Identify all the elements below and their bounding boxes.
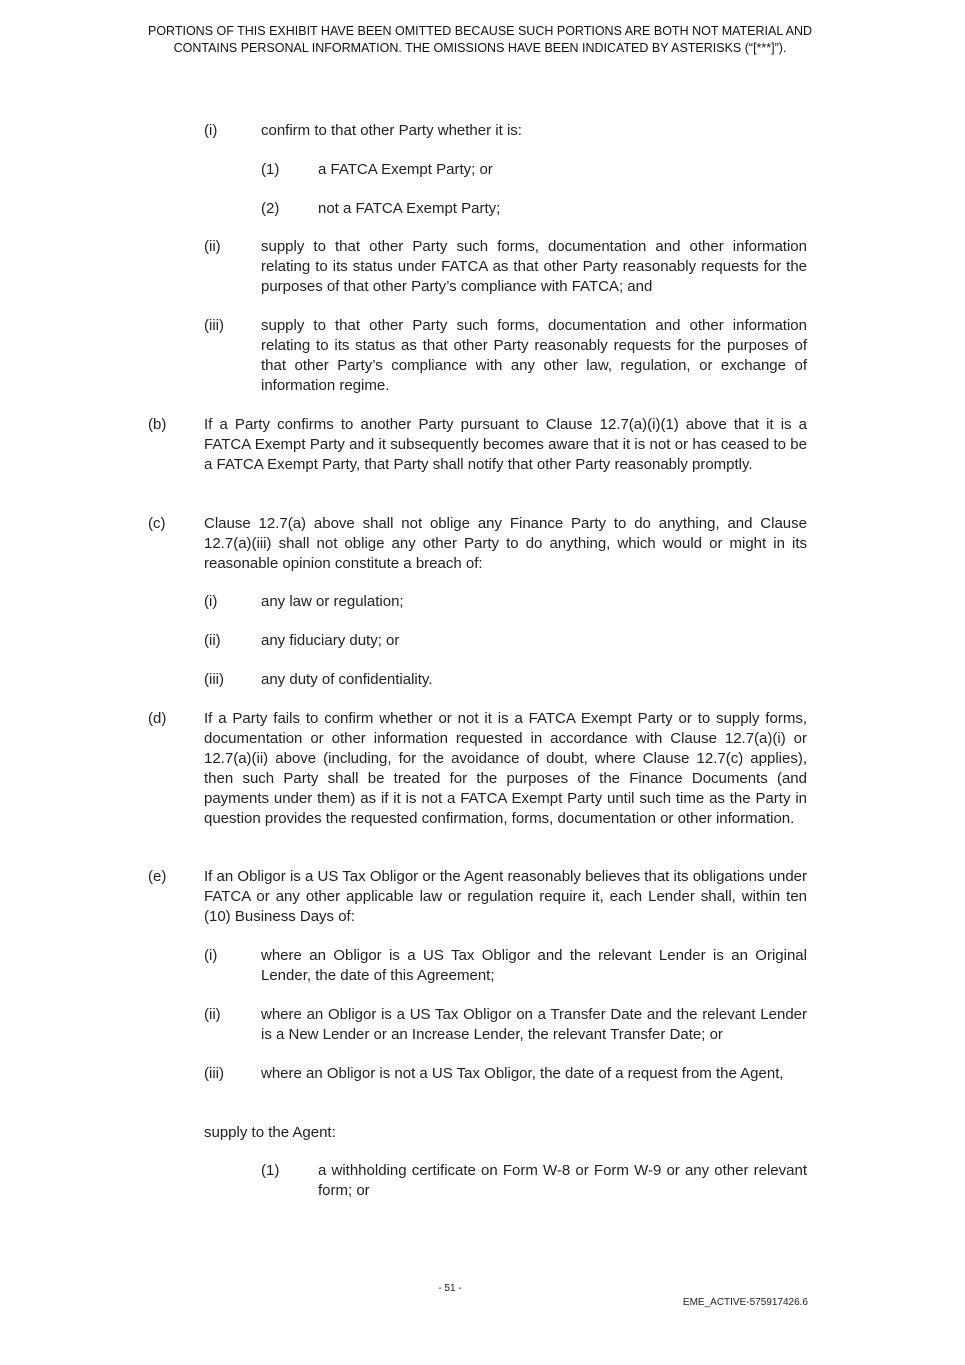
clause-text: where an Obligor is not a US Tax Obligor, the date of a request from the Agent, — [261, 1065, 784, 1082]
clause-label: (1) — [261, 161, 280, 178]
clause-label: (e) — [148, 868, 167, 885]
notice-line-2: CONTAINS PERSONAL INFORMATION. THE OMISSIONS HAVE BEEN INDICATED BY ASTERISKS (“[***]”). — [173, 41, 787, 55]
clause-text: where an Obligor is a US Tax Obligor and the relevant Lender is an Original Lender, the date of this Agreement; — [261, 947, 807, 984]
clause-text: any fiduciary duty; or — [261, 632, 400, 649]
clause-text: If an Obligor is a US Tax Obligor or the Agent reasonably believes that its obligations under FATCA or any other applicable law or regulation require it, each Lender shall, within ten (10) Business Days of: — [204, 868, 807, 925]
clause-text: supply to that other Party such forms, documentation and other information relating to its status under FATCA as that other Party reasonably requests for the purposes of that other Party’s compliance with FATCA; and — [261, 238, 807, 295]
clause-text: any duty of confidentiality. — [261, 671, 433, 688]
clause-label: (c) — [148, 515, 166, 532]
clause-text: Clause 12.7(a) above shall not oblige any Finance Party to do anything, and Clause 12.7(a)(iii) shall not oblige any other Party to do anything, which would or might in its reasonable opinion constitute a breach of: — [204, 515, 807, 572]
clause-text: If a Party confirms to another Party pursuant to Clause 12.7(a)(i)(1) above that it is a FATCA Exempt Party and it subsequently becomes aware that it is not or has ceased to be a FATCA Exempt Party, that Party shall notify that other Party reasonably promptly. — [204, 416, 807, 473]
clause-label: (iii) — [204, 317, 224, 334]
clause-text: a withholding certificate on Form W-8 or Form W-9 or any other relevant form; or — [318, 1162, 807, 1199]
clause-text: If a Party fails to confirm whether or not it is a FATCA Exempt Party or to supply forms, documentation or other information requested in accordance with Clause 12.7(a)(i) or 12.7(a)(ii) above (including, for the avoidance of doubt, where Clause 12.7(c) applies), then such Party shall be treated for the purposes of the Finance Documents (and payments under them) as if it is not a FATCA Exempt Party until such time as the Party in question provides the requested confirmation, forms, documentation or other information. — [204, 710, 807, 827]
omission-notice — [120, 23, 840, 57]
page-number: - 51 - — [438, 1283, 462, 1294]
clause-label: (ii) — [204, 238, 221, 255]
clause-text: any law or regulation; — [261, 593, 404, 610]
clause-label: (i) — [204, 947, 218, 964]
clause-label: (ii) — [204, 1006, 221, 1023]
clause-label: (iii) — [204, 671, 224, 688]
clause-text: a FATCA Exempt Party; or — [318, 161, 493, 178]
notice-line-1: PORTIONS OF THIS EXHIBIT HAVE BEEN OMITTED BECAUSE SUCH PORTIONS ARE BOTH NOT MATERIAL AND — [147, 24, 812, 38]
clause-label: (i) — [204, 593, 218, 610]
clause-text: where an Obligor is a US Tax Obligor on a Transfer Date and the relevant Lender is a New Lender or an Increase Lender, the relevant Transfer Date; or — [261, 1006, 807, 1043]
clause-text: not a FATCA Exempt Party; — [318, 200, 501, 217]
clause-label: (iii) — [204, 1065, 224, 1082]
clause-label: (1) — [261, 1162, 280, 1179]
clause-label: (b) — [148, 416, 167, 433]
clause-text: supply to that other Party such forms, documentation and other information relating to its status as that other Party reasonably requests for the purposes of that other Party’s compliance with any other law, regulation, or exchange of information regime. — [261, 317, 807, 394]
document-reference: EME_ACTIVE-575917426.6 — [682, 1297, 808, 1308]
clause-text: confirm to that other Party whether it is: — [261, 122, 522, 139]
clause-text: supply to the Agent: — [204, 1124, 336, 1141]
clause-label: (i) — [204, 122, 218, 139]
clause-label: (d) — [148, 710, 167, 727]
clause-label: (2) — [261, 200, 280, 217]
clause-label: (ii) — [204, 632, 221, 649]
